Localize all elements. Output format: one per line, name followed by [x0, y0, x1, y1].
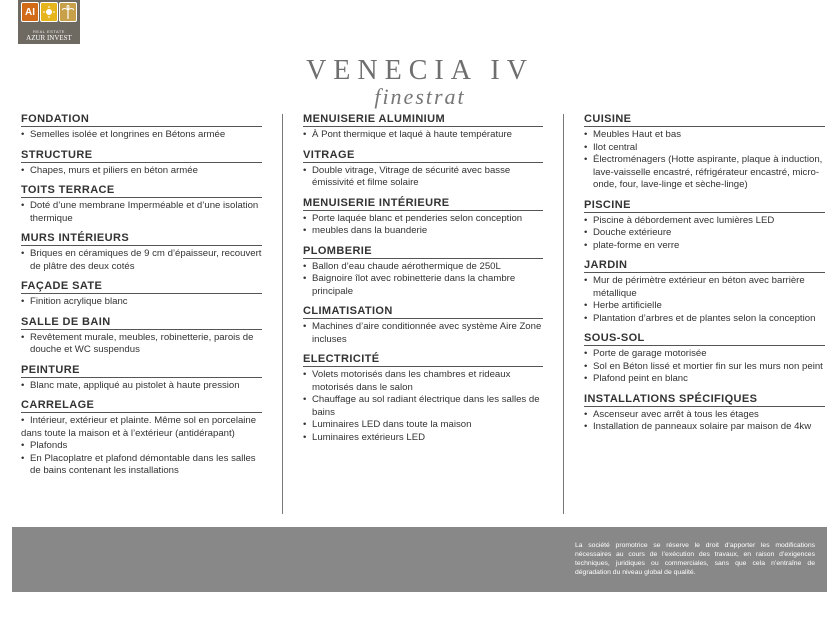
- list-item: • Installation de panneaux solaire par maison de 4kw: [584, 421, 825, 434]
- list-item: • Ballon d’eau chaude aérothermique de 250L: [303, 261, 543, 274]
- list-item: • Mur de périmètre extérieur en béton avec barrière métallique: [584, 275, 825, 300]
- list-item: • Plafond peint en blanc: [584, 373, 825, 386]
- page-title: VENECIA IV: [306, 55, 534, 86]
- section-structure: [21, 149, 262, 178]
- list-item: • Doté d’une membrane Imperméable et d’une isolation thermique: [21, 200, 262, 225]
- list-item: • Revêtement murale, meubles, robinetterie, parois de douche et WC suspendus: [21, 332, 262, 357]
- column-middle: [303, 113, 543, 451]
- column-divider: [282, 114, 283, 514]
- logo-ai-text: AI: [25, 6, 35, 18]
- list-item: • À Pont thermique et laqué à haute température: [303, 129, 543, 142]
- section-menuiserie-aluminium: [303, 113, 543, 142]
- section-heading: MENUISERIE INTÉRIEURE: [303, 197, 543, 211]
- section-heading: PLOMBERIE: [303, 245, 543, 259]
- section-toits-terrace: [21, 184, 262, 225]
- section-cuisine: [584, 113, 825, 192]
- section-salle-de-bain: [21, 316, 262, 357]
- column-divider: [563, 114, 564, 514]
- list-item: • Électroménagers (Hotte aspirante, plaque à induction, lave-vaisselle encastré, réfrigérateur encastré, micro-onde, four, lave-linge et sèche-linge): [584, 154, 825, 192]
- column-left: [21, 113, 262, 485]
- list-item: • Ilot central: [584, 142, 825, 155]
- section-heading: SALLE DE BAIN: [21, 316, 262, 330]
- list-item: • plate-forme en verre: [584, 240, 825, 253]
- list-item: • Chapes, murs et piliers en béton armée: [21, 165, 262, 178]
- azur-invest-logo: [18, 0, 80, 44]
- section-heading: FAÇADE SATE: [21, 280, 262, 294]
- section-plomberie: [303, 245, 543, 299]
- list-item: • Double vitrage, Vitrage de sécurité avec basse émissivité et filme solaire: [303, 165, 543, 190]
- list-item: • Plafonds: [21, 440, 262, 453]
- section-carrelage: [21, 399, 262, 478]
- section-heading: PISCINE: [584, 199, 825, 213]
- section-electricite: [303, 353, 543, 444]
- list-item: • Meubles Haut et bas: [584, 129, 825, 142]
- list-item: • Douche extérieure: [584, 227, 825, 240]
- list-item: • En Placoplatre et plafond démontable dans les salles de bains contenant les installations: [21, 453, 262, 478]
- section-facade-sate: [21, 280, 262, 309]
- list-item: • Ascenseur avec arrêt à tous les étages: [584, 409, 825, 422]
- section-heading: MENUISERIE ALUMINIUM: [303, 113, 543, 127]
- list-item: • Machines d’aire conditionnée avec système Aire Zone incluses: [303, 321, 543, 346]
- palm-tree-icon: [59, 2, 77, 22]
- section-vitrage: [303, 149, 543, 190]
- list-item: • Plantation d’arbres et de plantes selon la conception: [584, 313, 825, 326]
- logo-brand: AZUR INVEST: [26, 34, 72, 42]
- list-item: • Sol en Béton lissé et mortier fin sur les murs non peint: [584, 361, 825, 374]
- section-heading: ELECTRICITÉ: [303, 353, 543, 367]
- page-subtitle: finestrat: [374, 84, 466, 109]
- list-item: • Baignoire îlot avec robinetterie dans la chambre principale: [303, 273, 543, 298]
- list-item: • Chauffage au sol radiant électrique dans les salles de bains: [303, 394, 543, 419]
- footer-banner: [12, 527, 827, 592]
- list-item: • Herbe artificielle: [584, 300, 825, 313]
- section-heading: FONDATION: [21, 113, 262, 127]
- list-item-continuation: dans toute la maison et à l’extérieur (antidérapant): [21, 427, 235, 439]
- list-item: • Luminaires extérieurs LED: [303, 432, 543, 445]
- section-heading: CUISINE: [584, 113, 825, 127]
- section-sous-sol: [584, 332, 825, 386]
- list-item: • Finition acrylique blanc: [21, 296, 262, 309]
- list-item: • Porte laquée blanc et penderies selon conception: [303, 213, 543, 226]
- section-installations-specifiques: [584, 393, 825, 434]
- section-piscine: [584, 199, 825, 253]
- list-item: • Briques en céramiques de 9 cm d’épaisseur, recouvert de plâtre des deux cotés: [21, 248, 262, 273]
- list-item: • Piscine à débordement avec lumières LED: [584, 215, 825, 228]
- section-heading: STRUCTURE: [21, 149, 262, 163]
- section-heading: INSTALLATIONS SPÉCIFIQUES: [584, 393, 825, 407]
- section-heading: MURS INTÉRIEURS: [21, 232, 262, 246]
- list-item: • meubles dans la buanderie: [303, 225, 543, 238]
- footer-disclaimer: La société promotrice se réserve le droit d’apporter les modifications nécessaires au cours de l’exécution des travaux, en raison d’exigences techniques, juridiques ou commerciales, sans que cela n’entraîne de dégradation du niveau global de qualité.: [575, 542, 815, 576]
- section-peinture: [21, 364, 262, 393]
- list-item: • Volets motorisés dans les chambres et rideaux motorisés dans le salon: [303, 369, 543, 394]
- list-item: • Porte de garage motorisée: [584, 348, 825, 361]
- section-heading: VITRAGE: [303, 149, 543, 163]
- section-fondation: [21, 113, 262, 142]
- section-murs-interieurs: [21, 232, 262, 273]
- section-heading: TOITS TERRACE: [21, 184, 262, 198]
- section-heading: JARDIN: [584, 259, 825, 273]
- section-climatisation: [303, 305, 543, 346]
- list-item: • Blanc mate, appliqué au pistolet à haute pression: [21, 380, 262, 393]
- section-heading: CLIMATISATION: [303, 305, 543, 319]
- list-item: • Intérieur, extérieur et plainte. Même sol en porcelaine: [21, 415, 262, 428]
- logo-ai-tile: [21, 2, 39, 22]
- section-heading: PEINTURE: [21, 364, 262, 378]
- logo-tagline: REAL ESTATE: [33, 29, 65, 34]
- section-heading: CARRELAGE: [21, 399, 262, 413]
- section-heading: SOUS-SOL: [584, 332, 825, 346]
- section-jardin: [584, 259, 825, 325]
- column-right: [584, 113, 825, 441]
- list-item: • Semelles isolée et longrines en Bétons armée: [21, 129, 262, 142]
- sun-icon: [40, 2, 58, 22]
- list-item: • Luminaires LED dans toute la maison: [303, 419, 543, 432]
- section-menuiserie-interieure: [303, 197, 543, 238]
